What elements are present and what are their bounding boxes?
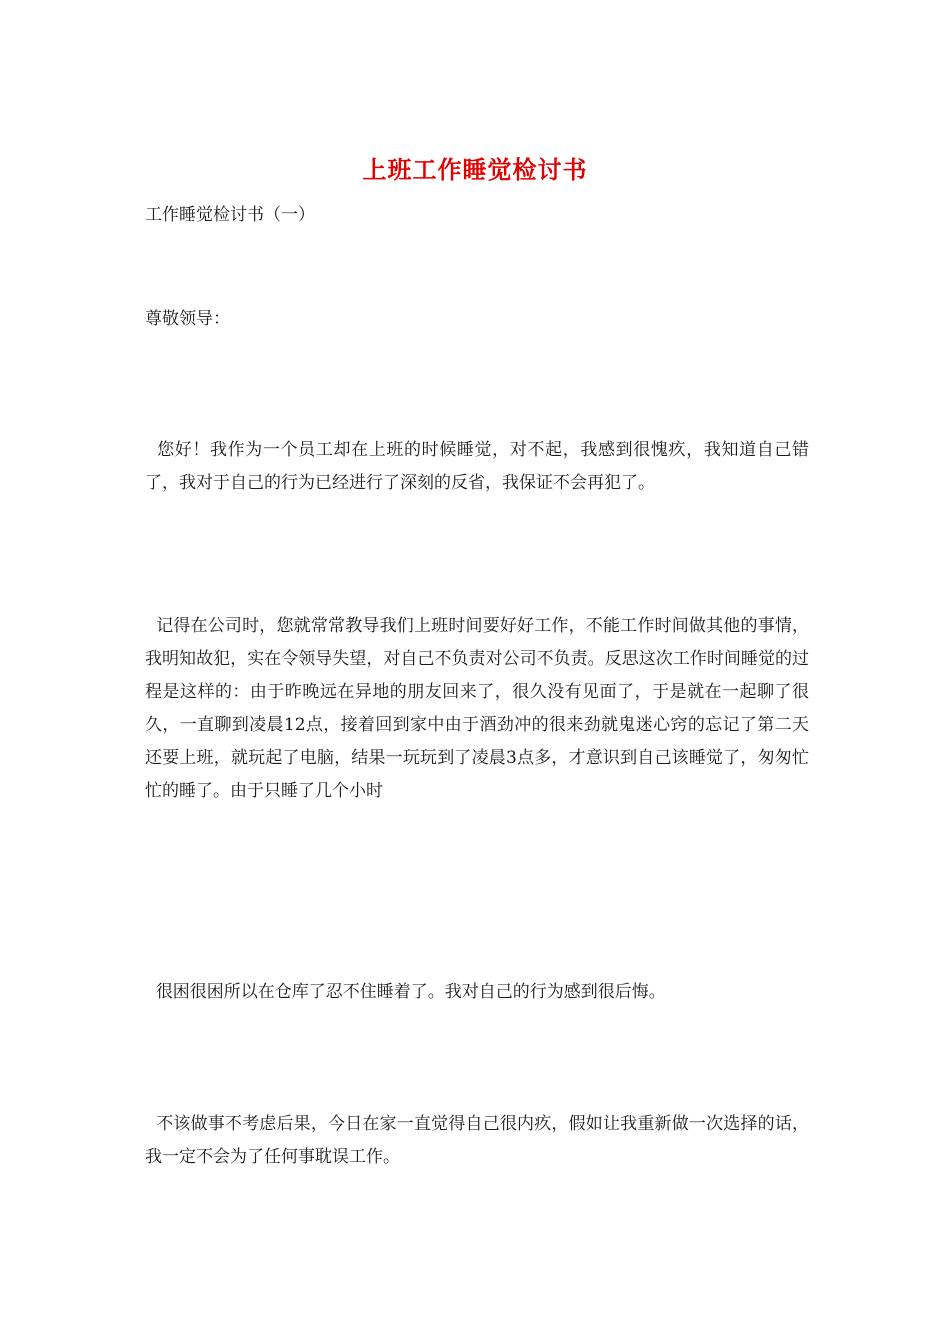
- paragraph-2: 记得在公司时，您就常常教导我们上班时间要好好工作，不能工作时间做其他的事情，我明知故犯，实在令领导失望，对自己不负责对公司不负责。反思这次工作时间睡觉的过程是这样的：由于昨晚远在异地的朋友回来了，很久没有见面了，于是就在一起聊了很久，一直聊到凌晨12点，接着回到家中由于酒劲冲的很来劲就鬼迷心窍的忘记了第二天还要上班，就玩起了电脑，结果一玩玩到了凌晨3点多，才意识到自己该睡觉了，匆匆忙忙的睡了。由于只睡了几个小时: [145, 616, 810, 801]
- paragraph-3: 很困很困所以在仓库了忍不住睡着了。我对自己的行为感到很后悔。: [145, 982, 666, 1002]
- paragraph-1: 您好！我作为一个员工却在上班的时候睡觉，对不起，我感到很愧疚，我知道自己错了，我对于自己的行为已经进行了深刻的反省，我保证不会再犯了。: [145, 440, 810, 493]
- document-subtitle: 工作睡觉检讨书（一）: [145, 205, 315, 225]
- document-title: 上班工作睡觉检讨书: [362, 155, 588, 184]
- salutation: 尊敬领导：: [145, 309, 230, 329]
- paragraph-4: 不该做事不考虑后果，今日在家一直觉得自己很内疚，假如让我重新做一次选择的话，我一定不会为了任何事耽误工作。: [145, 1114, 810, 1167]
